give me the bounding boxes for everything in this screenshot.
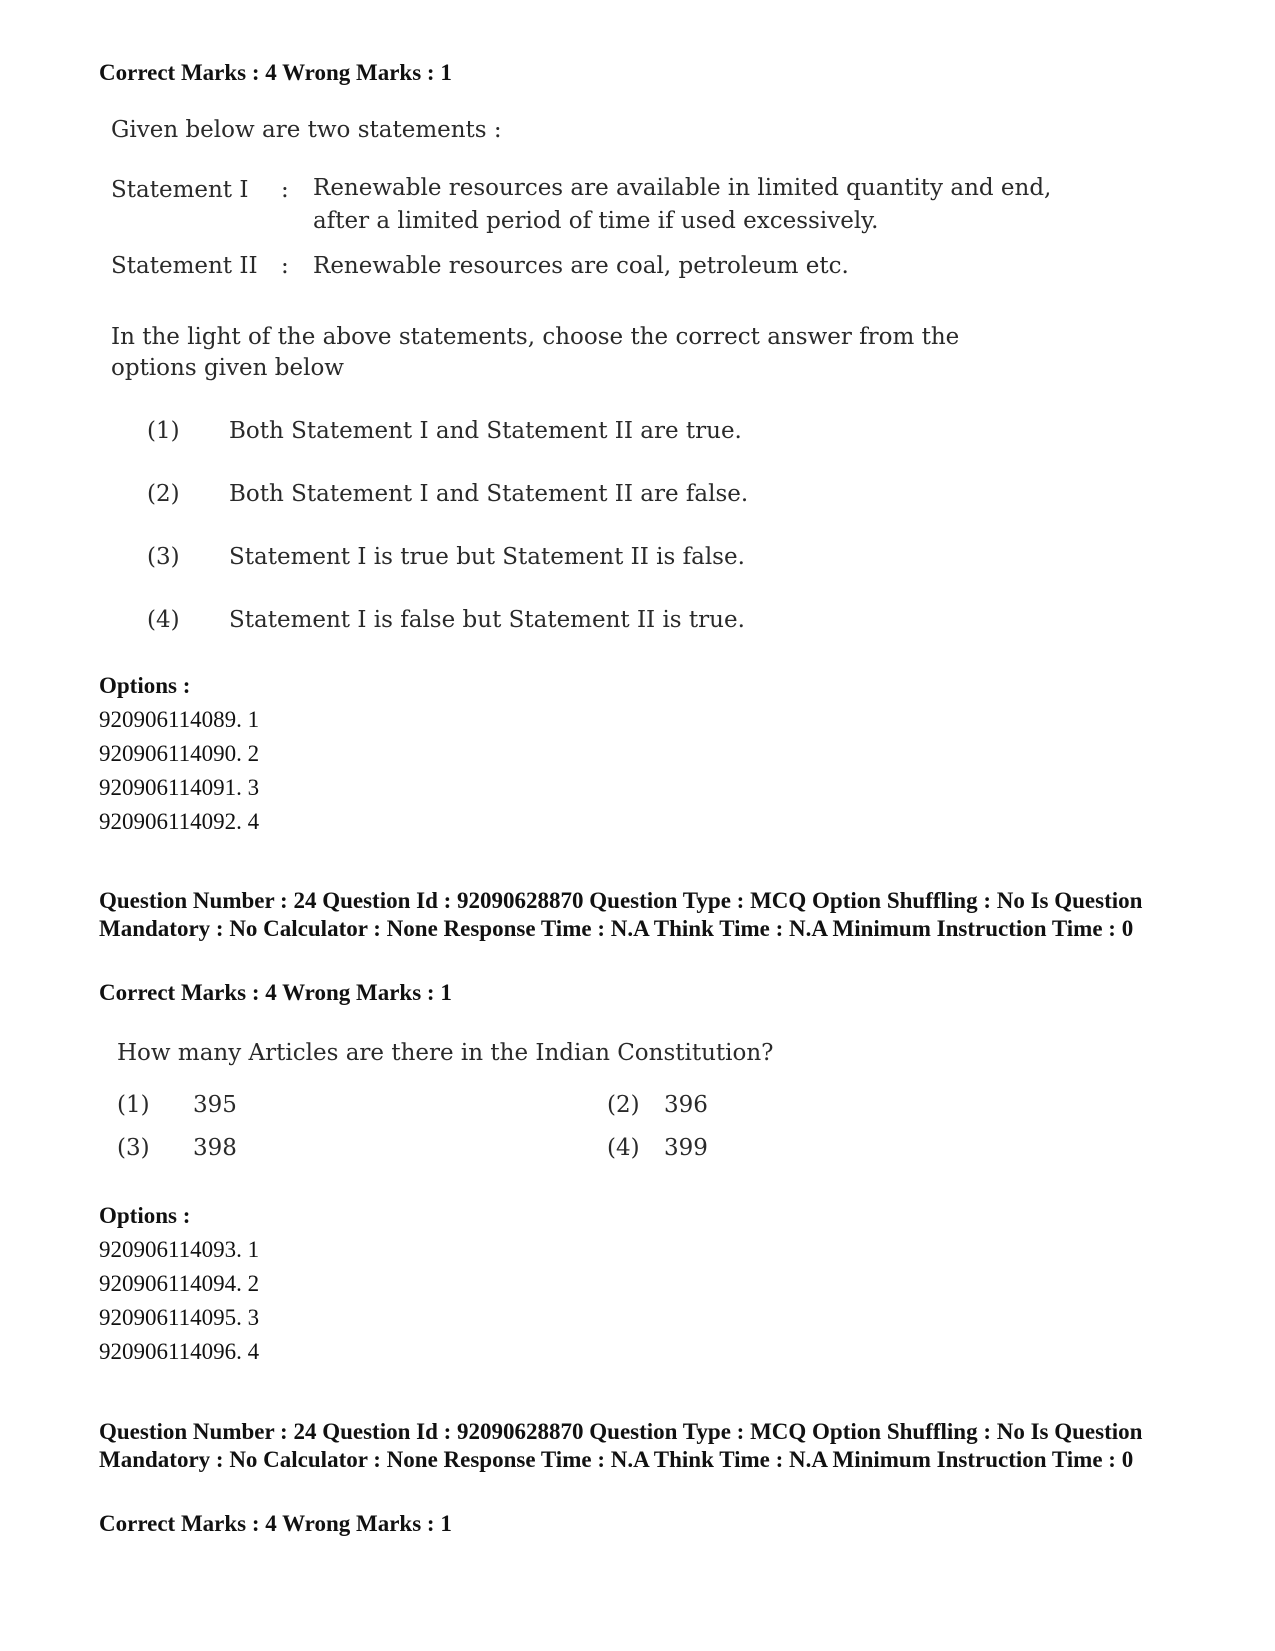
option-id-line: 920906114096. 4 <box>99 1339 260 1364</box>
choice-number: (2) <box>607 1092 640 1118</box>
choice-number: (1) <box>117 1092 150 1118</box>
choice-text: 399 <box>664 1135 708 1161</box>
question-instruction: In the light of the above statements, choose the correct answer from the options given below <box>111 324 960 381</box>
question-text: How many Articles are there in the Indian Constitution? <box>117 1040 774 1066</box>
option-id-line: 920906114089. 1 <box>99 707 260 732</box>
option-id-line: 920906114093. 1 <box>99 1237 260 1262</box>
statement-1-separator: : <box>281 177 289 203</box>
choice-number: (3) <box>117 1135 150 1161</box>
question-metadata: Question Number : 24 Question Id : 92090628870 Question Type : MCQ Option Shuffling : No Is Question Mandatory : No Calculator : None Response Time : N.A Think Time : N.A Minimum Instruction Time : 0 <box>99 888 1143 941</box>
choice-number: (1) <box>147 418 180 444</box>
options-heading: Options : <box>99 673 191 698</box>
option-id-line: 920906114090. 2 <box>99 741 260 766</box>
choice-text: Statement I is false but Statement II is true. <box>229 607 745 633</box>
choice-text: 396 <box>664 1092 708 1118</box>
correct-marks-line: Correct Marks : 4 Wrong Marks : 1 <box>99 60 452 85</box>
correct-marks-line: Correct Marks : 4 Wrong Marks : 1 <box>99 980 452 1005</box>
option-id-line: 920906114094. 2 <box>99 1271 260 1296</box>
option-id-line: 920906114091. 3 <box>99 775 260 800</box>
choice-text: Statement I is true but Statement II is false. <box>229 544 745 570</box>
statement-2-separator: : <box>281 253 289 279</box>
choice-number: (4) <box>607 1135 640 1161</box>
option-id-line: 920906114092. 4 <box>99 809 260 834</box>
choice-text: Both Statement I and Statement II are true. <box>229 418 742 444</box>
choice-text: 395 <box>193 1092 237 1118</box>
choice-number: (2) <box>147 481 180 507</box>
choice-text: 398 <box>193 1135 237 1161</box>
options-heading: Options : <box>99 1203 191 1228</box>
question-intro: Given below are two statements : <box>111 117 502 143</box>
statement-1-label: Statement I <box>111 177 249 203</box>
option-id-line: 920906114095. 3 <box>99 1305 260 1330</box>
choice-text: Both Statement I and Statement II are false. <box>229 481 749 507</box>
statement-1-text: Renewable resources are available in limited quantity and end, after a limited period of time if used excessively. <box>313 175 1052 234</box>
choice-number: (3) <box>147 544 180 570</box>
choice-number: (4) <box>147 607 180 633</box>
correct-marks-line: Correct Marks : 4 Wrong Marks : 1 <box>99 1511 452 1536</box>
question-metadata: Question Number : 24 Question Id : 92090628870 Question Type : MCQ Option Shuffling : No Is Question Mandatory : No Calculator : None Response Time : N.A Think Time : N.A Minimum Instruction Time : 0 <box>99 1419 1143 1472</box>
statement-2-label: Statement II <box>111 253 258 279</box>
statement-2-text: Renewable resources are coal, petroleum etc. <box>313 253 849 279</box>
